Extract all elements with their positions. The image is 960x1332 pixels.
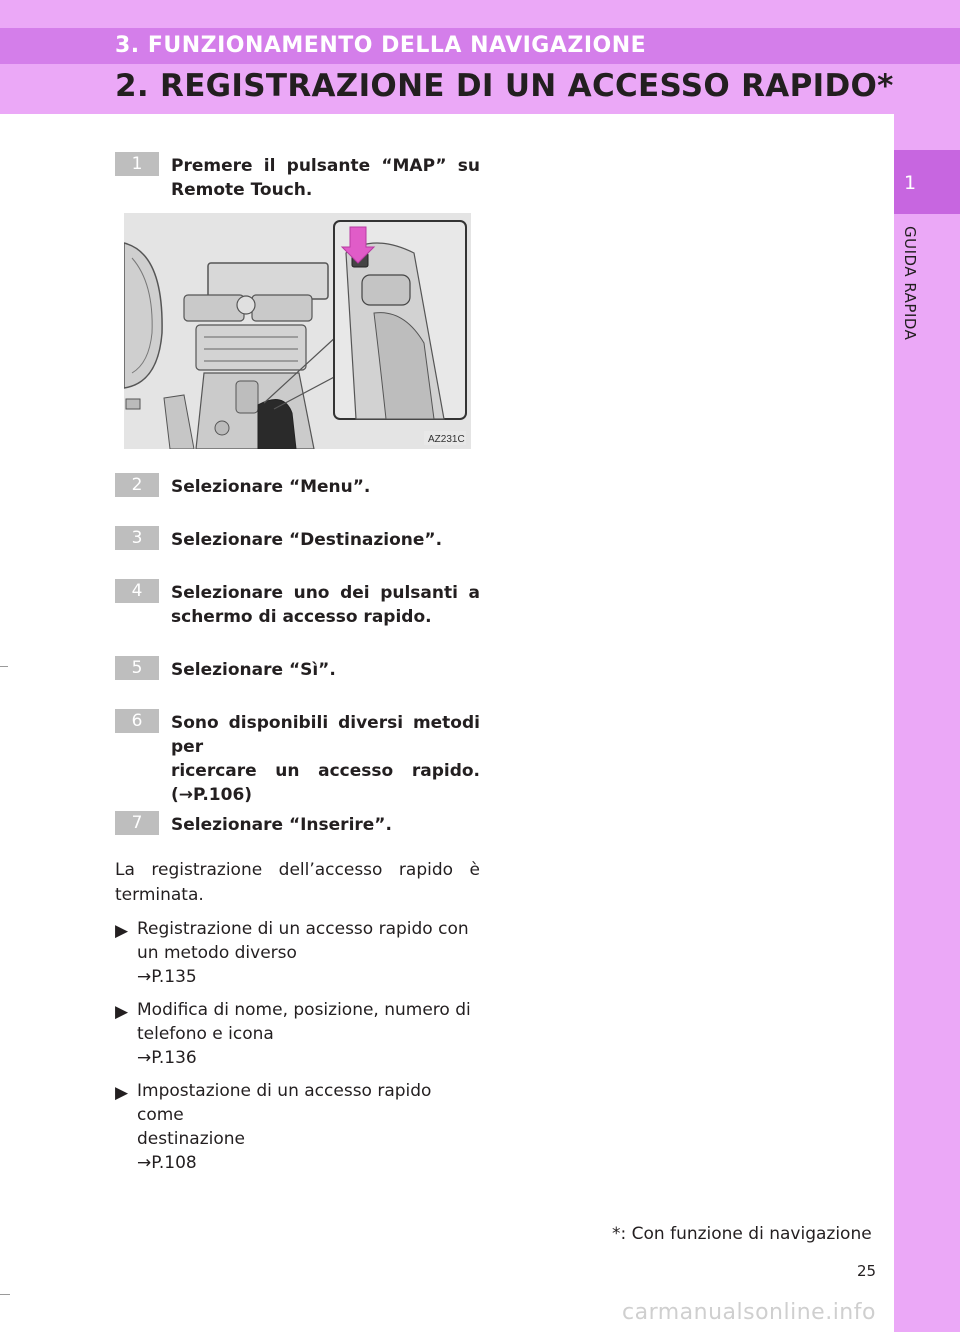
step-text: Sono disponibili diversi metodi per ricercare un accesso rapido. (→P.106) [171, 713, 480, 805]
section-title: 3. FUNZIONAMENTO DELLA NAVIGAZIONE [115, 33, 647, 58]
crop-mark [0, 666, 8, 667]
triangle-bullet-icon: ▶ [115, 1083, 129, 1103]
reference-item: ▶ Impostazione di un accesso rapido come destinazione →P.108 [115, 1079, 480, 1175]
step-badge: 7 [115, 811, 159, 835]
step-badge: 5 [115, 656, 159, 680]
remote-touch-illustration [124, 213, 471, 449]
step-badge: 1 [115, 152, 159, 176]
reference-item: ▶ Registrazione di un accesso rapido con un metodo diverso →P.135 [115, 917, 480, 989]
page-title: 2. REGISTRAZIONE DI UN ACCESSO RAPIDO* [115, 68, 894, 104]
reference-link[interactable]: →P.108 [137, 1153, 197, 1173]
step-text: Selezionare “Menu”. [171, 477, 371, 497]
step-text: Selezionare “Inserire”. [171, 815, 392, 835]
step-text: Premere il pulsante “MAP” su Remote Touch. [171, 156, 480, 200]
footnote: *: Con funzione di navigazione [612, 1224, 872, 1244]
side-tab-number: 1 [894, 150, 960, 214]
step-text: Selezionare uno dei pulsanti a schermo di accesso rapido. [171, 583, 480, 627]
triangle-bullet-icon: ▶ [115, 921, 129, 941]
figure-code: AZ231C [428, 434, 465, 445]
step-text: Selezionare “Destinazione”. [171, 530, 443, 550]
step-badge: 2 [115, 473, 159, 497]
triangle-bullet-icon: ▶ [115, 1002, 129, 1022]
reference-link[interactable]: →P.135 [137, 967, 197, 987]
step-badge: 4 [115, 579, 159, 603]
completion-text: La registrazione dell’accesso rapido è terminata. [115, 860, 480, 905]
step-badge: 3 [115, 526, 159, 550]
watermark: carmanualsonline.info [622, 1300, 876, 1325]
crop-mark [0, 1294, 10, 1295]
page-number: 25 [857, 1262, 877, 1280]
step-text: Selezionare “Sì”. [171, 660, 336, 680]
step-badge: 6 [115, 709, 159, 733]
reference-link[interactable]: →P.136 [137, 1048, 197, 1068]
reference-item: ▶ Modifica di nome, posizione, numero di telefono e icona →P.136 [115, 998, 480, 1070]
side-tab-label: GUIDA RAPIDA [901, 226, 919, 341]
